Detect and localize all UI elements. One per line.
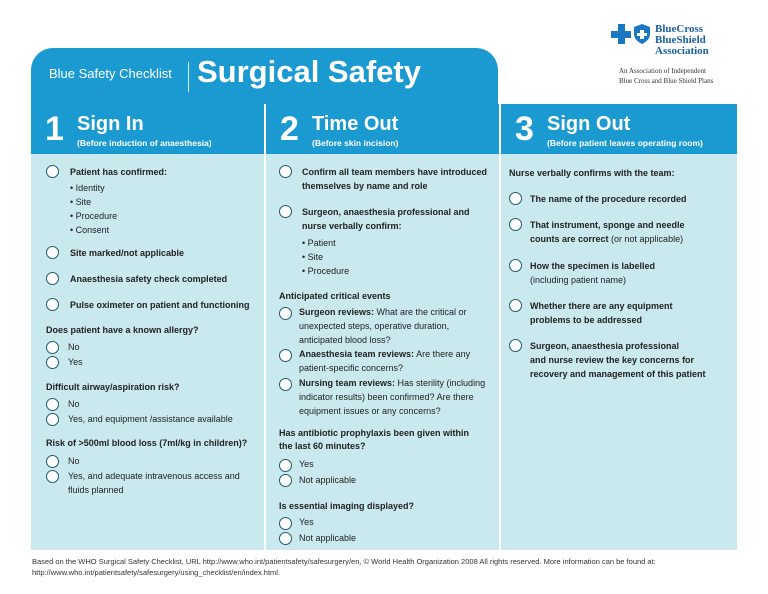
checkbox-equipment[interactable] — [509, 299, 522, 312]
antibiotic-question: Has antibiotic prophylaxis been given within the last 60 minutes? — [279, 428, 470, 451]
step-title: Sign Out — [547, 113, 631, 135]
radio-airway-yes[interactable] — [46, 413, 59, 426]
specimen-label: How the specimen is labelled (including patient name) — [530, 261, 656, 285]
step-number: 1 — [45, 110, 64, 148]
list-item: • Consent — [70, 223, 117, 237]
header-tab — [31, 48, 498, 104]
sign-out-header — [501, 104, 737, 154]
key-concerns-label: Surgeon, anaesthesia professional and nurse review the key concerns for recovery and management of this patient — [530, 341, 706, 379]
step-title: Sign In — [77, 113, 144, 135]
counts-label: That instrument, sponge and needle counts are correct (or not applicable) — [530, 220, 685, 244]
radio-antibiotic-na[interactable] — [279, 474, 292, 487]
blood-loss-question: Risk of >500ml blood loss (7ml/kg in children)? — [46, 438, 248, 448]
antibiotic-na-label: Not applicable — [299, 475, 357, 485]
allergy-question: Does patient have a known allergy? — [46, 325, 199, 335]
radio-allergy-yes[interactable] — [46, 356, 59, 369]
checkbox-anaesthesia-check[interactable] — [46, 272, 59, 285]
confirm-team-label: Confirm all team members have introduced themselves by name and role — [302, 167, 488, 191]
radio-blood-yes[interactable] — [46, 470, 59, 483]
list-item: • Patient — [302, 236, 349, 250]
checkbox-confirm-team[interactable] — [279, 165, 292, 178]
imaging-yes-label: Yes — [299, 517, 314, 527]
antibiotic-yes-label: Yes — [299, 459, 314, 469]
checkbox-procedure-name[interactable] — [509, 192, 522, 205]
airway-no-label: No — [68, 399, 80, 409]
step-subtitle: (Before induction of anaesthesia) — [77, 138, 212, 148]
allergy-yes-label: Yes — [68, 357, 83, 367]
checkbox-anaesthesia-reviews[interactable] — [279, 349, 292, 362]
sign-out-intro: Nurse verbally confirms with the team: — [509, 168, 675, 178]
column-divider — [264, 104, 266, 550]
confirm-list — [70, 181, 117, 237]
column-divider — [499, 104, 501, 550]
header-divider — [188, 62, 189, 92]
radio-blood-no[interactable] — [46, 455, 59, 468]
list-item: • Identity — [70, 181, 117, 195]
page-title: Surgical Safety — [197, 54, 421, 89]
nursing-reviews-label: Nursing team reviews: Has sterility (including indicator results) been confirmed? Are there equipment issues or any concerns? — [299, 378, 486, 416]
blood-yes-label: Yes, and adequate intravenous access and fluids planned — [68, 471, 240, 495]
step-number: 2 — [280, 110, 299, 148]
list-item: • Site — [70, 195, 117, 209]
checkbox-pulse-oximeter[interactable] — [46, 298, 59, 311]
site-marked-label: Site marked/not applicable — [70, 248, 185, 258]
list-item: • Procedure — [302, 264, 349, 278]
radio-imaging-yes[interactable] — [279, 517, 292, 530]
step-title: Time Out — [312, 113, 399, 135]
anaesthesia-check-label: Anaesthesia safety check completed — [70, 274, 228, 284]
time-out-header — [266, 104, 499, 154]
step-subtitle: (Before patient leaves operating room) — [547, 138, 703, 148]
checkbox-specimen[interactable] — [509, 259, 522, 272]
anticipated-heading: Anticipated critical events — [279, 291, 391, 301]
blood-no-label: No — [68, 456, 80, 466]
step-subtitle: (Before skin incision) — [312, 138, 399, 148]
verbally-confirm-label: Surgeon, anaesthesia professional and nurse verbally confirm: — [302, 207, 470, 231]
equipment-label: Whether there are any equipment problems to be addressed — [530, 301, 673, 325]
column-header-band — [31, 104, 737, 154]
checkbox-surgeon-reviews[interactable] — [279, 307, 292, 320]
radio-imaging-na[interactable] — [279, 532, 292, 545]
shield-icon — [634, 24, 650, 44]
brand-name: BlueCross BlueShield Association — [655, 23, 709, 57]
radio-antibiotic-yes[interactable] — [279, 459, 292, 472]
sign-in-header — [31, 104, 264, 154]
brand-tagline: An Association of Independent Blue Cross and Blue Shield Plans — [619, 67, 714, 85]
header-subtitle: Blue Safety Checklist — [49, 66, 172, 81]
verbally-confirm-list — [302, 236, 349, 278]
brand-logo — [611, 24, 761, 104]
footer-note: Based on the WHO Surgical Safety Checklist, URL http://www.who.int/patientsafety/safesurgery/en, © World Health Organization 2008 All rights reserved. More information can be found at: http://www.who.int/patientsafety/safesurgery/using_checklist/en/index.html. — [32, 557, 656, 577]
checkbox-key-concerns[interactable] — [509, 339, 522, 352]
imaging-na-label: Not applicable — [299, 533, 357, 543]
airway-question: Difficult airway/aspiration risk? — [46, 382, 180, 392]
airway-yes-label: Yes, and equipment /assistance available — [68, 414, 233, 424]
radio-allergy-no[interactable] — [46, 341, 59, 354]
radio-airway-no[interactable] — [46, 398, 59, 411]
checkbox-patient-confirmed[interactable] — [46, 165, 59, 178]
surgeon-reviews-label: Surgeon reviews: What are the critical or unexpected steps, operative duration, anticipated blood loss? — [299, 307, 467, 345]
imaging-question: Is essential imaging displayed? — [279, 501, 415, 511]
checkbox-verbally-confirm[interactable] — [279, 205, 292, 218]
anaesthesia-reviews-label: Anaesthesia team reviews: Are there any patient-specific concerns? — [299, 349, 471, 373]
checkbox-nursing-reviews[interactable] — [279, 378, 292, 391]
allergy-no-label: No — [68, 342, 80, 352]
pulse-oximeter-label: Pulse oximeter on patient and functioning — [70, 300, 250, 310]
checkbox-counts[interactable] — [509, 218, 522, 231]
step-number: 3 — [515, 110, 534, 148]
list-item: • Procedure — [70, 209, 117, 223]
procedure-name-label: The name of the procedure recorded — [530, 194, 687, 204]
checkbox-site-marked[interactable] — [46, 246, 59, 259]
list-item: • Site — [302, 250, 349, 264]
patient-confirmed-label: Patient has confirmed: — [70, 167, 168, 177]
cross-icon — [611, 24, 631, 44]
